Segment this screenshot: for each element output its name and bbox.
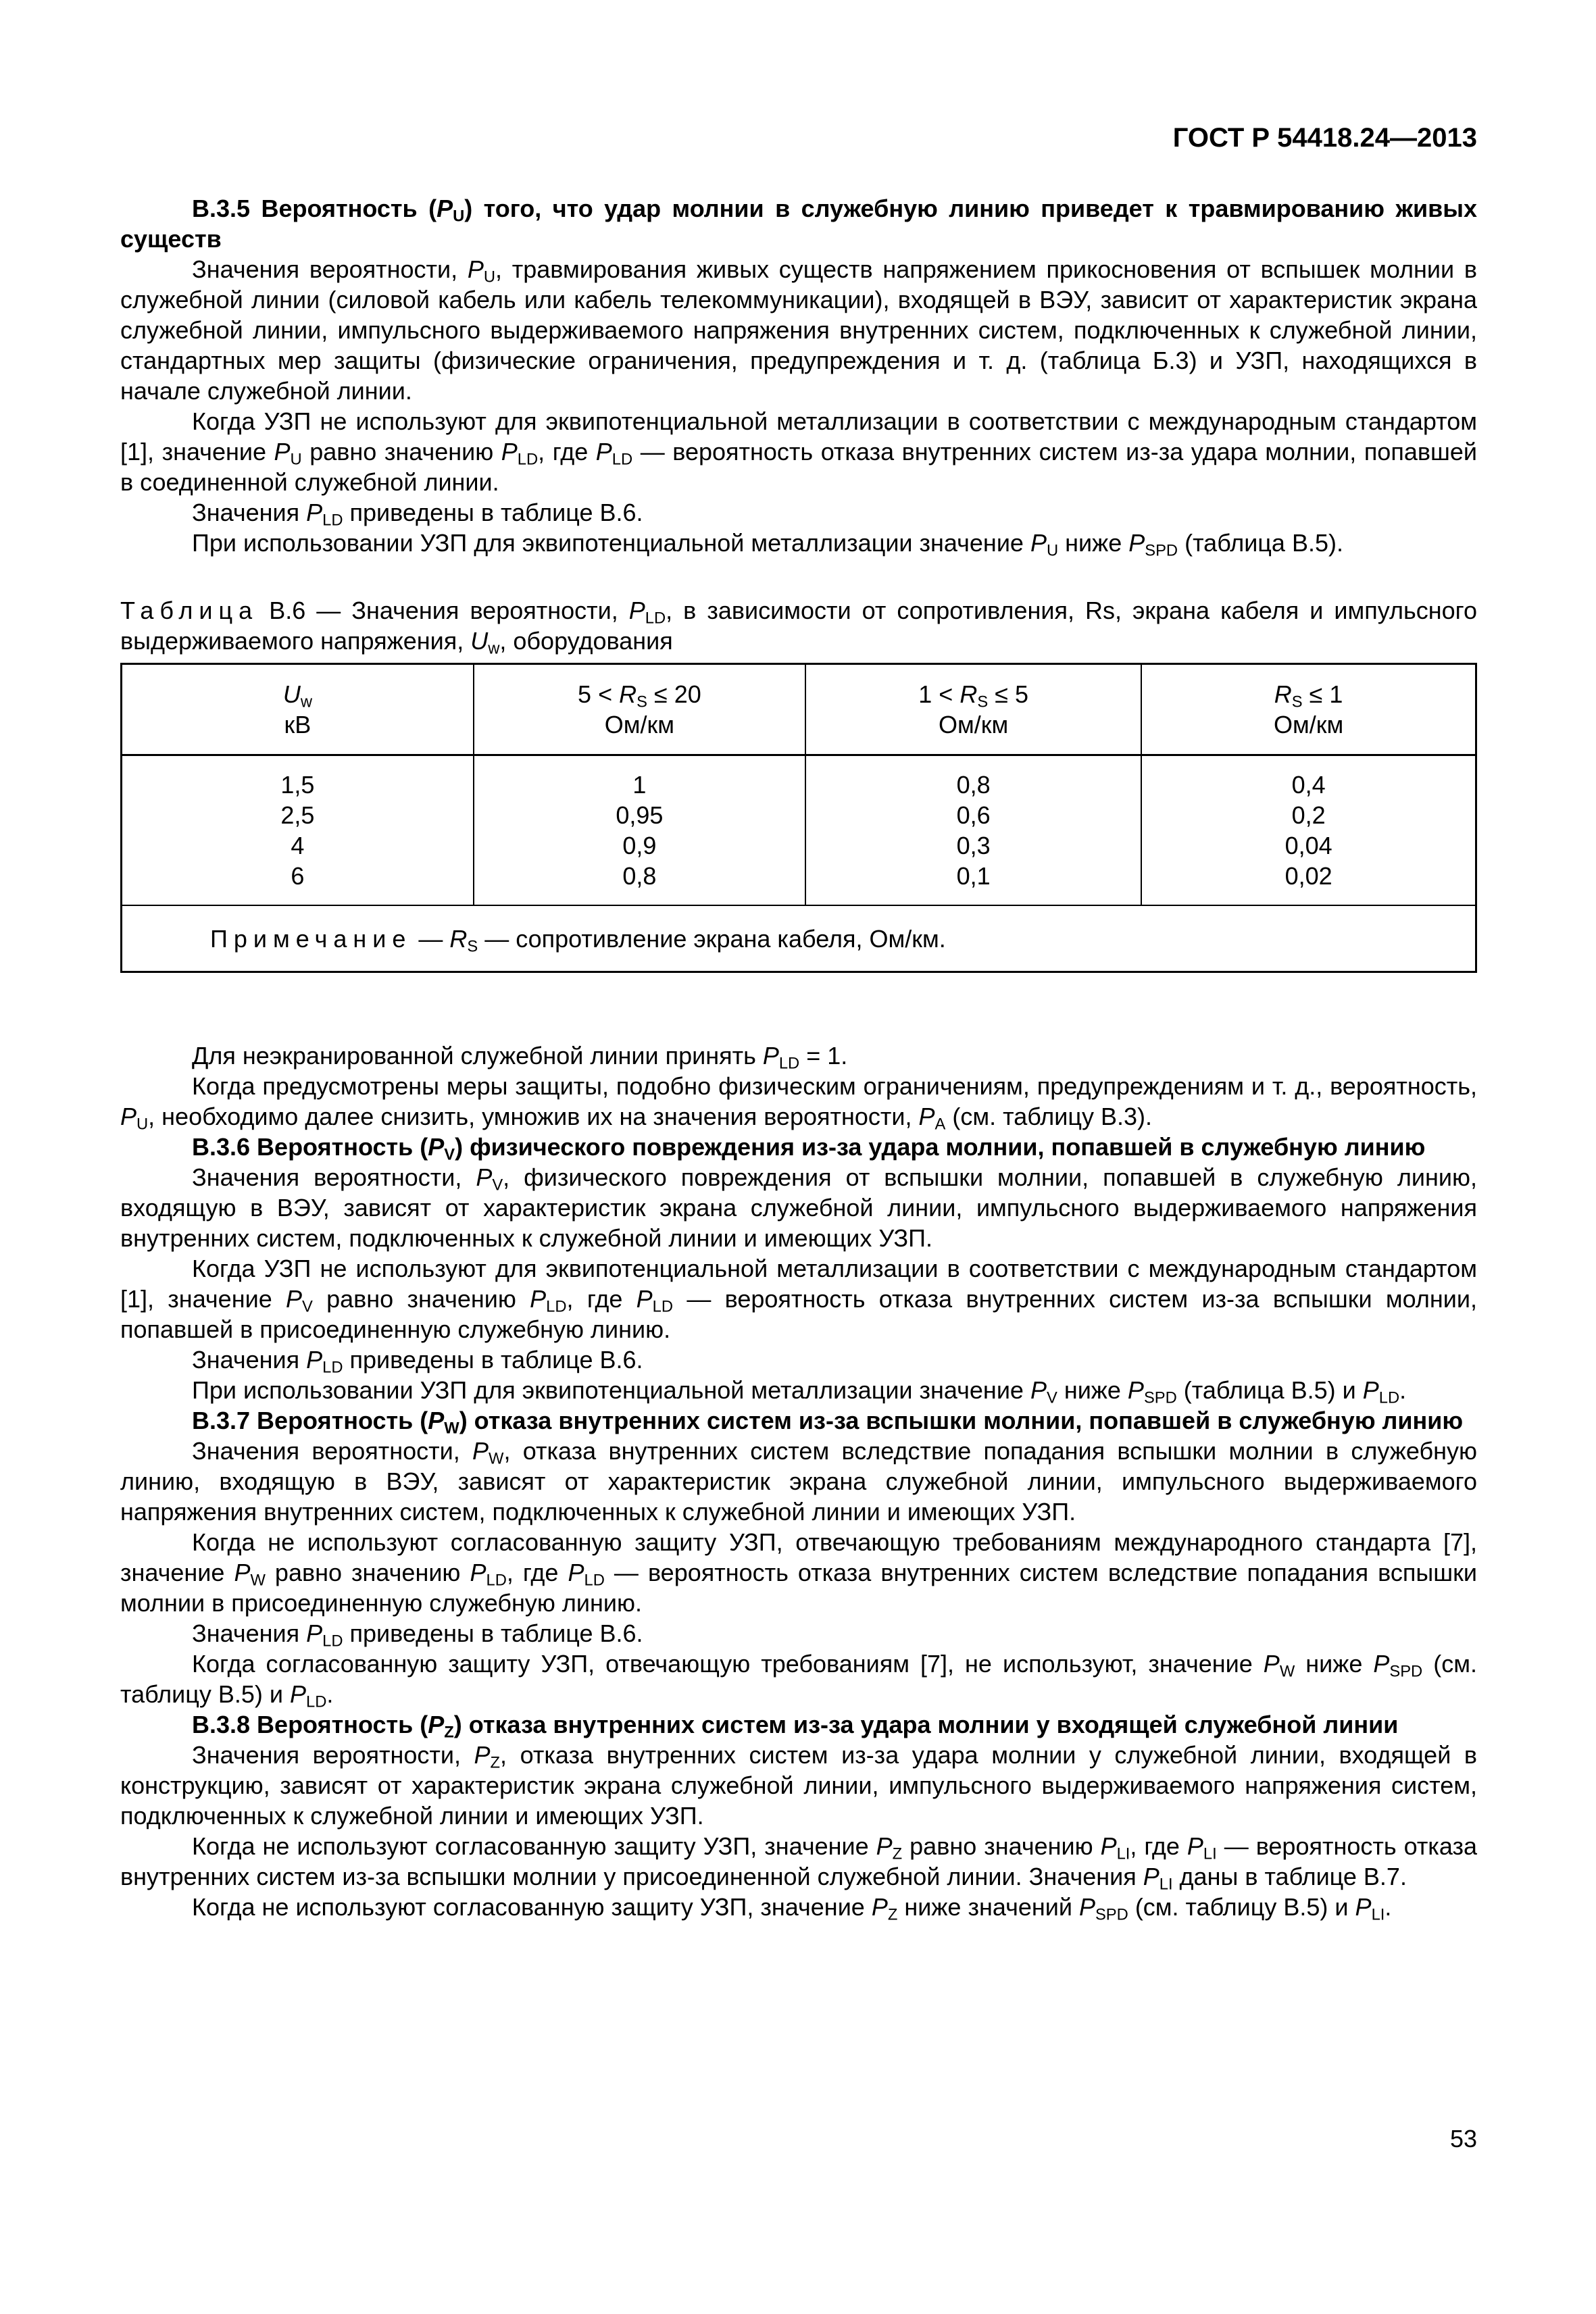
paragraph: Когда согласованную защиту УЗП, отвечающую требованиям [7], не используют, значение $P_W$ ниже $P_{SPD}$ (см. таблицу В.5) и $P_{LD}$. (120, 1650, 1477, 1711)
cells-range2: 0,8 0,6 0,3 0,1 (805, 755, 1141, 906)
header-range1: $5 < R_S \le 20$ Ом/км (474, 664, 805, 755)
header-range2: $1 < R_S \le 5$ Ом/км (805, 664, 1141, 755)
cells-uw: 1,5 2,5 4 6 (122, 755, 474, 906)
table-caption: Таблица В.6 — Значения вероятности, $P_{LD}$, в зависимости от сопротивления, Rs, экрана кабеля и импульсного выдерживаемого напряжения, $U_w$, оборудования (120, 597, 1477, 658)
paragraph: Значения $P_{LD}$ приведены в таблице В.6. (192, 1346, 643, 1377)
table-note: Примечание — $R_S$ — сопротивление экрана кабеля, Ом/км. (122, 905, 1476, 972)
paragraph: Значения $P_{LD}$ приведены в таблице В.6. (192, 1619, 643, 1651)
paragraph: При использовании УЗП для эквипотенциальной металлизации значение $P_U$ ниже $P_{SPD}$ (таблица В.5). (192, 529, 1343, 560)
section-heading-b35: В.3.5 Вероятность $(P_U)$ того, что удар молнии в служебную линию приведет к травмированию живых существ (120, 195, 1477, 253)
paragraph: Для неэкранированной служебной линии принять $P_{LD} = 1$. (192, 1042, 848, 1073)
section-heading-b37: В.3.7 Вероятность $(P_W)$ отказа внутренних систем из-за вспышки молнии, попавшей в служебную линию (192, 1407, 1464, 1438)
section-heading-b38: В.3.8 Вероятность $(P_Z)$ отказа внутренних систем из-за удара молнии у входящей служебной линии (192, 1711, 1399, 1742)
table-data-row (122, 755, 1476, 906)
cells-range1: 1 0,95 0,9 0,8 (474, 755, 805, 906)
table-note-row (122, 905, 1476, 972)
paragraph: Значения $P_{LD}$ приведены в таблице В.6. (192, 499, 643, 530)
header-uw: $U_w$ кВ (122, 664, 474, 755)
header-range3: $R_S \le 1$ Ом/км (1141, 664, 1476, 755)
table-header-row (122, 664, 1476, 755)
paragraph: Когда УЗП не используют для эквипотенциальной металлизации в соответствии с международным стандартом [1], значение $P_U$ равно значению $P_{LD}$, где $P_{LD}$ — вероятность отказа внутренних систем из-за удара молнии, попавшей в соединенной служебной линии. (120, 407, 1477, 496)
section-heading-b36: В.3.6 Вероятность $(P_V)$ физического повреждения из-за удара молнии, попавшей в служебную линию (192, 1133, 1426, 1164)
paragraph: Значения вероятности, $P_U$, травмирования живых существ напряжением прикосновения от вспышек молнии в служебной линии (силовой кабель или кабель телекоммуникации), входящей в ВЭУ, зависит от характеристик экрана служебной линии, импульсного выдерживаемого напряжения внутренних систем, подключенных к служебной линии, стандартных мер защиты (физические ограничения, предупреждения и т. д. (таблица Б.3) и УЗП, находящихся в начале служебной линии. (120, 255, 1478, 405)
paragraph: Значения вероятности, $P_Z$, отказа внутренних систем из-за удара молнии у служебной линии, входящей в конструкцию, зависят от характеристик экрана служебной линии, импульсного выдерживаемого напряжения систем, подключенных к служебной линии и имеющих УЗП. (120, 1741, 1477, 1830)
table-b6 (120, 663, 1477, 973)
document-page (120, 122, 1478, 2153)
paragraph: Когда не используют согласованную защиту УЗП, отвечающую требованиям международного стандарта [7], значение $P_W$ равно значению $P_{LD}$, где $P_{LD}$ — вероятность отказа внутренних систем вследствие попадания вспышки молнии в присоединенную служебную линию. (120, 1528, 1477, 1617)
paragraph: Когда предусмотрены меры защиты, подобно физическим ограничениям, предупреждениям и т. д., вероятность, $P_U$, необходимо далее снизить, умножив их на значения вероятности, $P_A$ (см. таблицу В.3). (120, 1072, 1477, 1134)
paragraph: Значения вероятности, $P_V$, физического повреждения от вспышки молнии, попавшей в служебную линию, входящую в ВЭУ, зависят от характеристик экрана служебной линии, импульсного выдерживаемого напряжения внутренних систем, подключенных к служебной линии и имеющих УЗП. (120, 1163, 1477, 1252)
paragraph: Когда не используют согласованную защиту УЗП, значение $P_Z$ равно значению $P_{LI}$, где $P_{LI}$ — вероятность отказа внутренних систем из-за вспышки молнии у присоединенной служебной линии. Значения $P_{LI}$ даны в таблице В.7. (120, 1832, 1477, 1894)
paragraph: Когда УЗП не используют для эквипотенциальной металлизации в соответствии с международным стандартом [1], значение $P_V$ равно значению $P_{LD}$, где $P_{LD}$ — вероятность отказа внутренних систем из-за вспышки молнии, попавшей в присоединенную служебную линию. (120, 1255, 1478, 1343)
paragraph: При использовании УЗП для эквипотенциальной металлизации значение $P_V$ ниже $P_{SPD}$ (таблица В.5) и $P_{LD}$. (192, 1376, 1407, 1407)
paragraph: Значения вероятности, $P_W$, отказа внутренних систем вследствие попадания вспышки молнии в служебную линию, входящую в ВЭУ, зависят от характеристик экрана служебной линии, импульсного выдерживаемого напряжения внутренних систем, подключенных к служебной линии и имеющих УЗП. (120, 1437, 1478, 1526)
standard-designation: ГОСТ Р 54418.24—2013 (1172, 123, 1477, 153)
cells-range3: 0,4 0,2 0,04 0,02 (1141, 755, 1476, 906)
paragraph: Когда не используют согласованную защиту УЗП, значение $P_Z$ ниже значений $P_{SPD}$ (см. таблицу В.5) и $P_{LI}$. (192, 1893, 1392, 1924)
page-number: 53 (1449, 2125, 1477, 2153)
